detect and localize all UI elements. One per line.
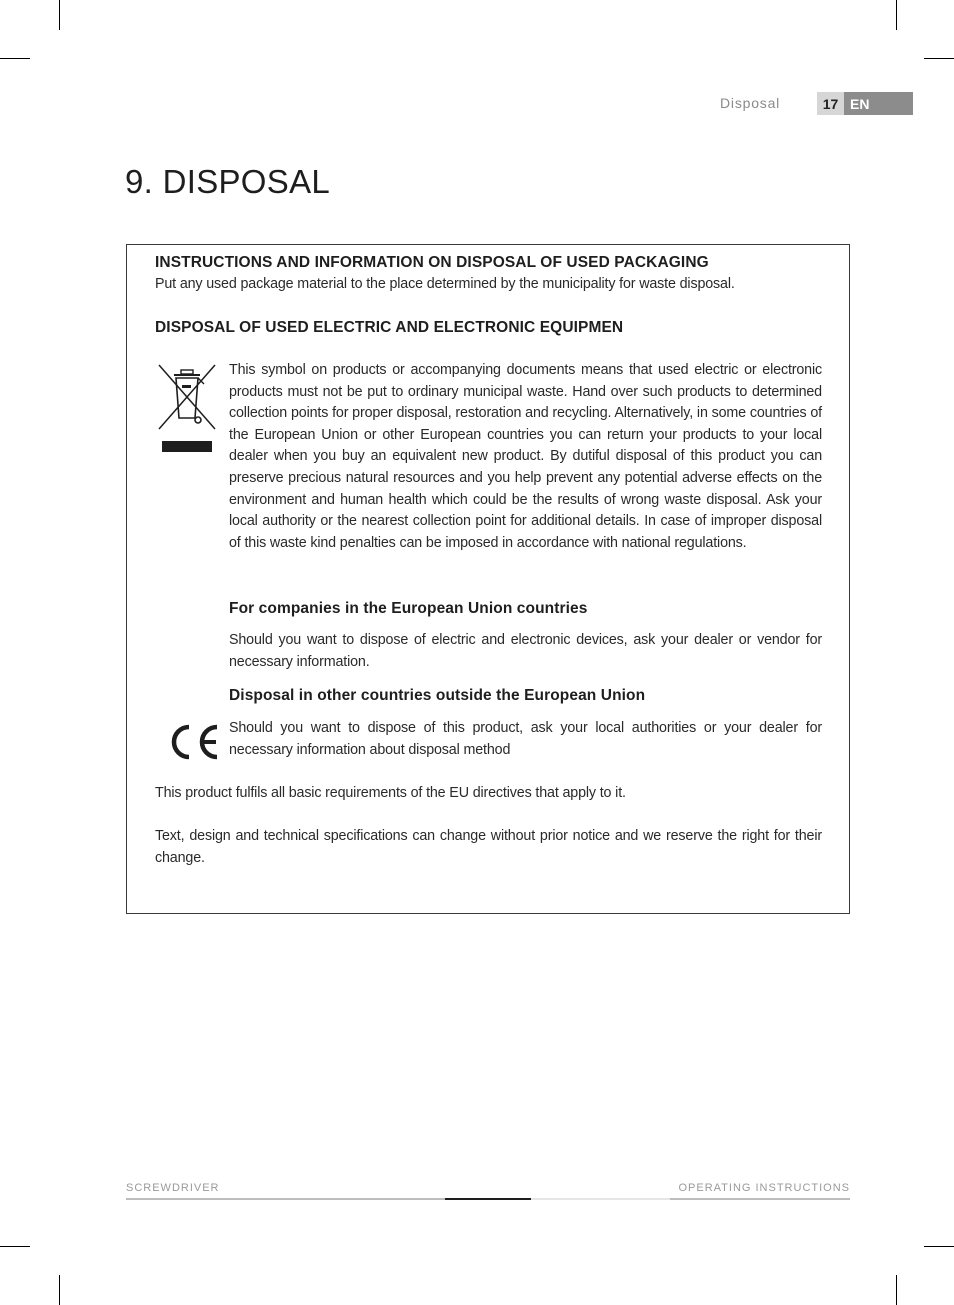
ce-mark-icon bbox=[165, 721, 223, 763]
crop-mark bbox=[896, 0, 897, 30]
crossed-out-wheelie-bin-icon bbox=[157, 363, 217, 453]
language-code: EN bbox=[844, 92, 913, 115]
directives-text: This product fulfils all basic requirements of the EU directives that apply to it. bbox=[155, 785, 626, 801]
page-title: 9. DISPOSAL bbox=[125, 163, 331, 200]
footer-product-name: SCREWDRIVER bbox=[126, 1182, 220, 1194]
notice-text: Text, design and technical specifications can change without prior notice and we reserve the right for their change. bbox=[155, 828, 822, 866]
outside-eu-heading: Disposal in other countries outside the European Union bbox=[229, 687, 646, 704]
crop-mark bbox=[0, 58, 30, 59]
footer-rule bbox=[445, 1198, 531, 1200]
weee-heading: DISPOSAL OF USED ELECTRIC AND ELECTRONIC EQUIPMEN bbox=[155, 319, 624, 336]
crop-mark bbox=[896, 1275, 897, 1305]
footer-rule bbox=[126, 1198, 446, 1200]
page-badge bbox=[817, 92, 913, 115]
disposal-info-box bbox=[126, 244, 850, 914]
eu-companies-text: Should you want to dispose of electric and electronic devices, ask your dealer or vendor for necessary information. bbox=[229, 632, 822, 670]
footer-rule bbox=[531, 1198, 670, 1200]
crop-mark bbox=[0, 1246, 30, 1247]
page-number: 17 bbox=[817, 92, 844, 115]
packaging-text: Put any used package material to the place determined by the municipality for waste disposal. bbox=[155, 276, 735, 292]
footer-document-type: OPERATING INSTRUCTIONS bbox=[678, 1182, 850, 1194]
crop-mark bbox=[924, 1246, 954, 1247]
footer-rule bbox=[670, 1198, 850, 1200]
crop-mark bbox=[59, 1275, 60, 1305]
header-section-label: Disposal bbox=[720, 95, 781, 111]
weee-text: This symbol on products or accompanying documents means that used electric or electronic products must not be put to ordinary municipal waste. Hand over such products to determined collection points for proper disposal, restoration and recycling. Alternatively, in some countries of the European Union or other European countries you can return your products to your local dealer when you buy an equivalent new product. By dutiful disposal of this product you can preserve precious natural resources and you help prevent any potential adverse effects on the environment and human health which could be the results of wrong waste disposal. Ask your local authority or the nearest collection point for additional details. In case of improper disposal of this waste kind penalties can be imposed in accordance with national regulations. bbox=[229, 362, 822, 551]
eu-companies-heading: For companies in the European Union countries bbox=[229, 600, 588, 617]
outside-eu-text: Should you want to dispose of this product, ask your local authorities or your dealer for necessary information about disposal method bbox=[229, 720, 822, 758]
crop-mark bbox=[924, 58, 954, 59]
packaging-heading: INSTRUCTIONS AND INFORMATION ON DISPOSAL OF USED PACKAGING bbox=[155, 254, 709, 271]
crop-mark bbox=[59, 0, 60, 30]
